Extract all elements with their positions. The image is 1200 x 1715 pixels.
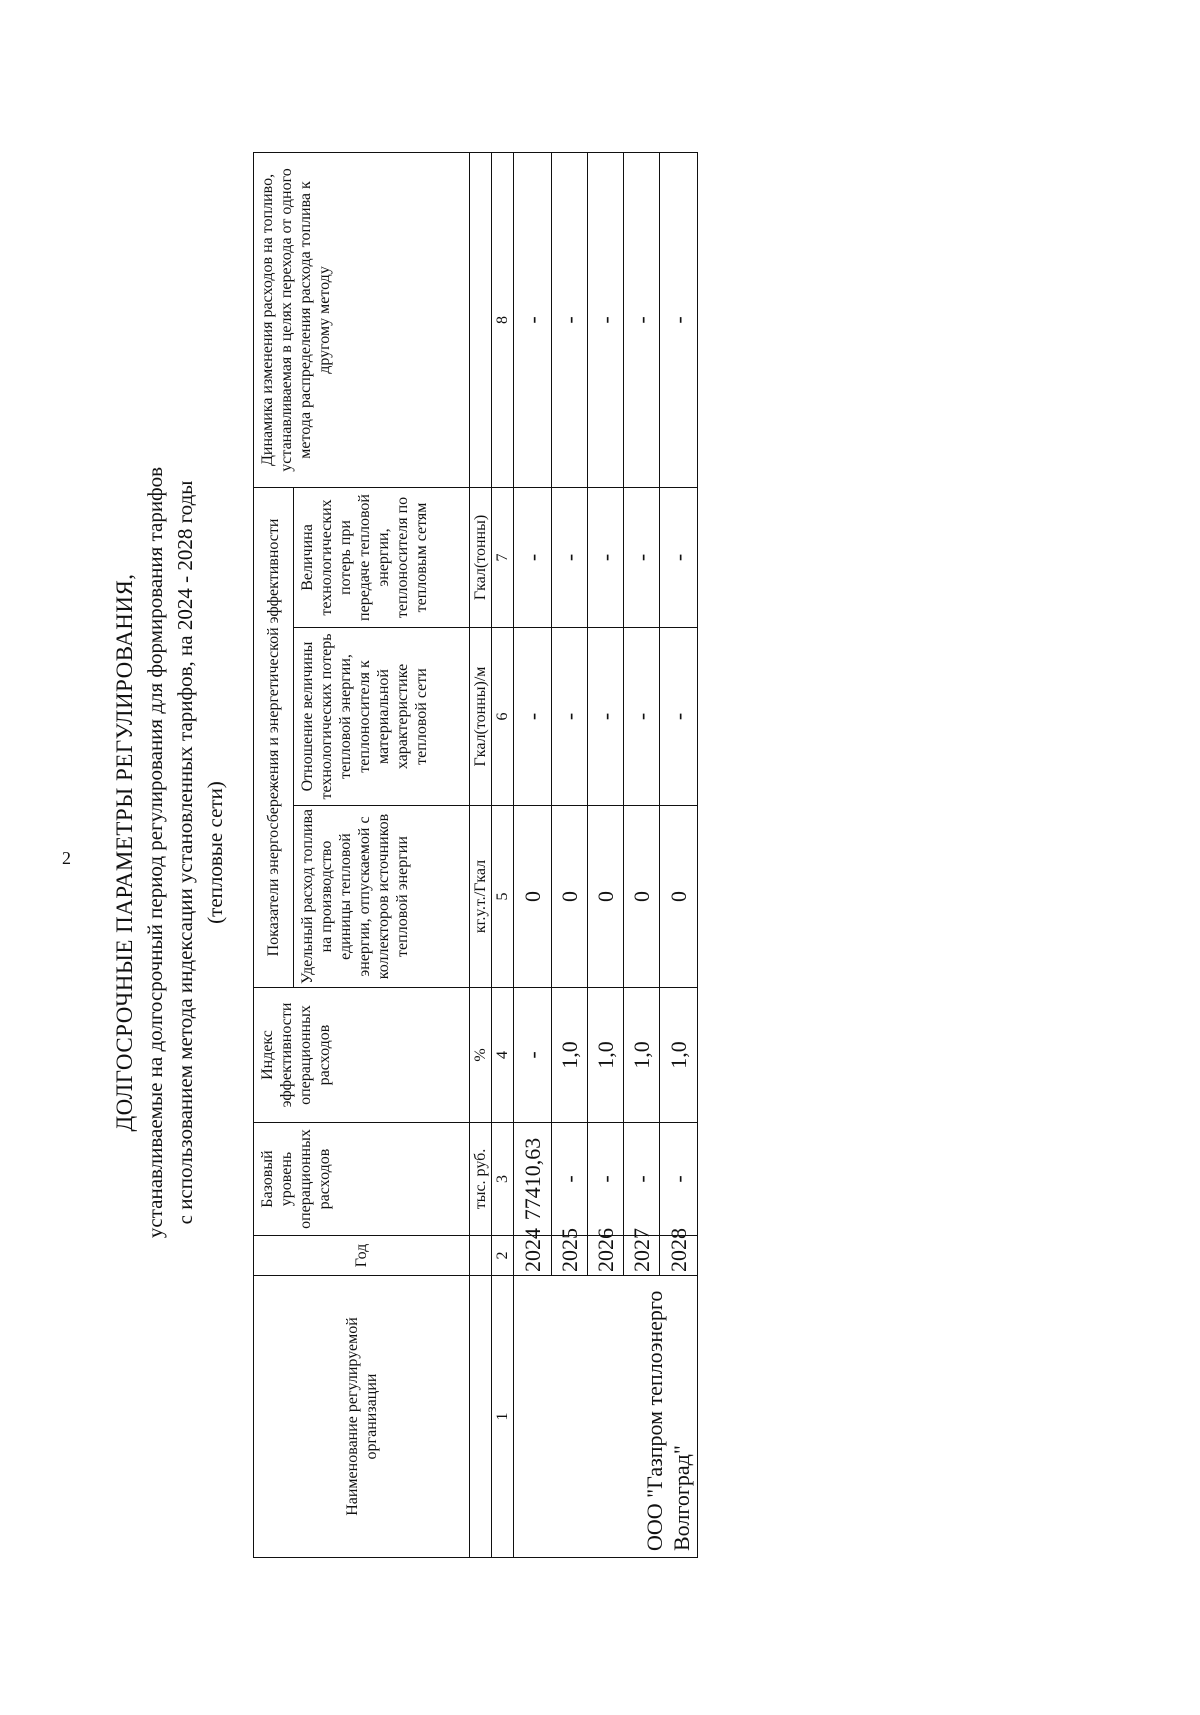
cell-specific-fuel: 0 — [514, 806, 552, 988]
cell-ratio-losses: - — [624, 628, 660, 806]
cell-tech-losses: - — [588, 487, 624, 627]
rotated-page-content — [110, 140, 770, 1565]
header-tech-losses: Величина технологических потерь при передаче тепловой энергии, теплоносителя по тепловым сетям — [294, 487, 470, 627]
cell-specific-fuel: 0 — [552, 806, 588, 988]
table-row — [514, 152, 552, 1557]
unit-ratio-losses: Гкал(тонны)/м — [470, 628, 492, 806]
header-energy-saving-group: Показатели энергосбережения и энергетической эффективности — [254, 487, 294, 987]
cell-fuel-dynamics: - — [624, 152, 660, 487]
cell-year: 2024 — [514, 1236, 552, 1276]
cell-year: 2026 — [588, 1236, 624, 1276]
header-efficiency-index: Индекс эффективности операционных расходов — [254, 988, 470, 1123]
cell-ratio-losses: - — [552, 628, 588, 806]
page-number: 2 — [62, 848, 71, 868]
cell-efficiency-index: 1,0 — [660, 988, 698, 1123]
cell-efficiency-index: 1,0 — [624, 988, 660, 1123]
cell-ratio-losses: - — [660, 628, 698, 806]
cell-base-level: - — [660, 1123, 698, 1236]
cell-year: 2025 — [552, 1236, 588, 1276]
cell-fuel-dynamics: - — [588, 152, 624, 487]
cell-fuel-dynamics: - — [552, 152, 588, 487]
column-number: 5 — [492, 806, 514, 988]
column-number: 4 — [492, 988, 514, 1123]
cell-base-level: - — [552, 1123, 588, 1236]
cell-tech-losses: - — [660, 487, 698, 627]
document-subtitle-line-2: с использованием метода индексации установленных тарифов, на 2024 - 2028 годы — [173, 480, 197, 1225]
cell-ratio-losses: - — [514, 628, 552, 806]
cell-tech-losses: - — [624, 487, 660, 627]
column-number: 6 — [492, 628, 514, 806]
organization-name: ООО "Газпром теплоэнерго Волгоград" — [514, 1276, 698, 1558]
document-heading — [110, 140, 230, 1565]
cell-tech-losses: - — [514, 487, 552, 627]
unit-cell-empty — [470, 152, 492, 487]
cell-efficiency-index: 1,0 — [588, 988, 624, 1123]
cell-fuel-dynamics: - — [660, 152, 698, 487]
cell-base-level: - — [624, 1123, 660, 1236]
header-fuel-dynamics: Динамика изменения расходов на топливо, устанавливаемая в целях перехода от одного метода распределения расхода топлива к другому методу — [254, 152, 470, 487]
cell-fuel-dynamics: - — [514, 152, 552, 487]
cell-specific-fuel: 0 — [588, 806, 624, 988]
column-number: 3 — [492, 1123, 514, 1236]
header-organization-name: Наименование регулируемой организации — [254, 1276, 470, 1558]
cell-tech-losses: - — [552, 487, 588, 627]
unit-base-level: тыс. руб. — [470, 1123, 492, 1236]
document-subtitle-line-1: устанавливаемые на долгосрочный период регулирования для формирования тарифов — [143, 466, 167, 1239]
cell-base-level: - — [588, 1123, 624, 1236]
unit-cell-empty — [470, 1276, 492, 1558]
column-number: 2 — [492, 1236, 514, 1276]
cell-ratio-losses: - — [588, 628, 624, 806]
unit-efficiency-index: % — [470, 988, 492, 1123]
document-subtitle-line-3: (тепловые сети) — [203, 781, 227, 924]
header-specific-fuel: Удельный расход топлива на производство единицы тепловой энергии, отпускаемой с коллекторов источников тепловой энергии — [294, 806, 470, 988]
cell-efficiency-index: 1,0 — [552, 988, 588, 1123]
cell-specific-fuel: 0 — [624, 806, 660, 988]
header-year: Год — [254, 1236, 470, 1276]
long-term-parameters-table — [253, 152, 698, 1558]
cell-year: 2028 — [660, 1236, 698, 1276]
column-number: 8 — [492, 152, 514, 487]
document-title: ДОЛГОСРОЧНЫЕ ПАРАМЕТРЫ РЕГУЛИРОВАНИЯ, — [112, 573, 137, 1132]
unit-cell-empty — [470, 1236, 492, 1276]
cell-efficiency-index: - — [514, 988, 552, 1123]
header-base-level: Базовый уровень операционных расходов — [254, 1123, 470, 1236]
cell-specific-fuel: 0 — [660, 806, 698, 988]
column-number: 1 — [492, 1276, 514, 1558]
header-ratio-losses: Отношение величины технологических потерь тепловой энергии, теплоносителя к материальной характеристике тепловой сети — [294, 628, 470, 806]
unit-tech-losses: Гкал(тонны) — [470, 487, 492, 627]
cell-base-level: 77410,63 — [514, 1123, 552, 1236]
column-number: 7 — [492, 487, 514, 627]
unit-specific-fuel: кг.у.т./Гкал — [470, 806, 492, 988]
cell-year: 2027 — [624, 1236, 660, 1276]
